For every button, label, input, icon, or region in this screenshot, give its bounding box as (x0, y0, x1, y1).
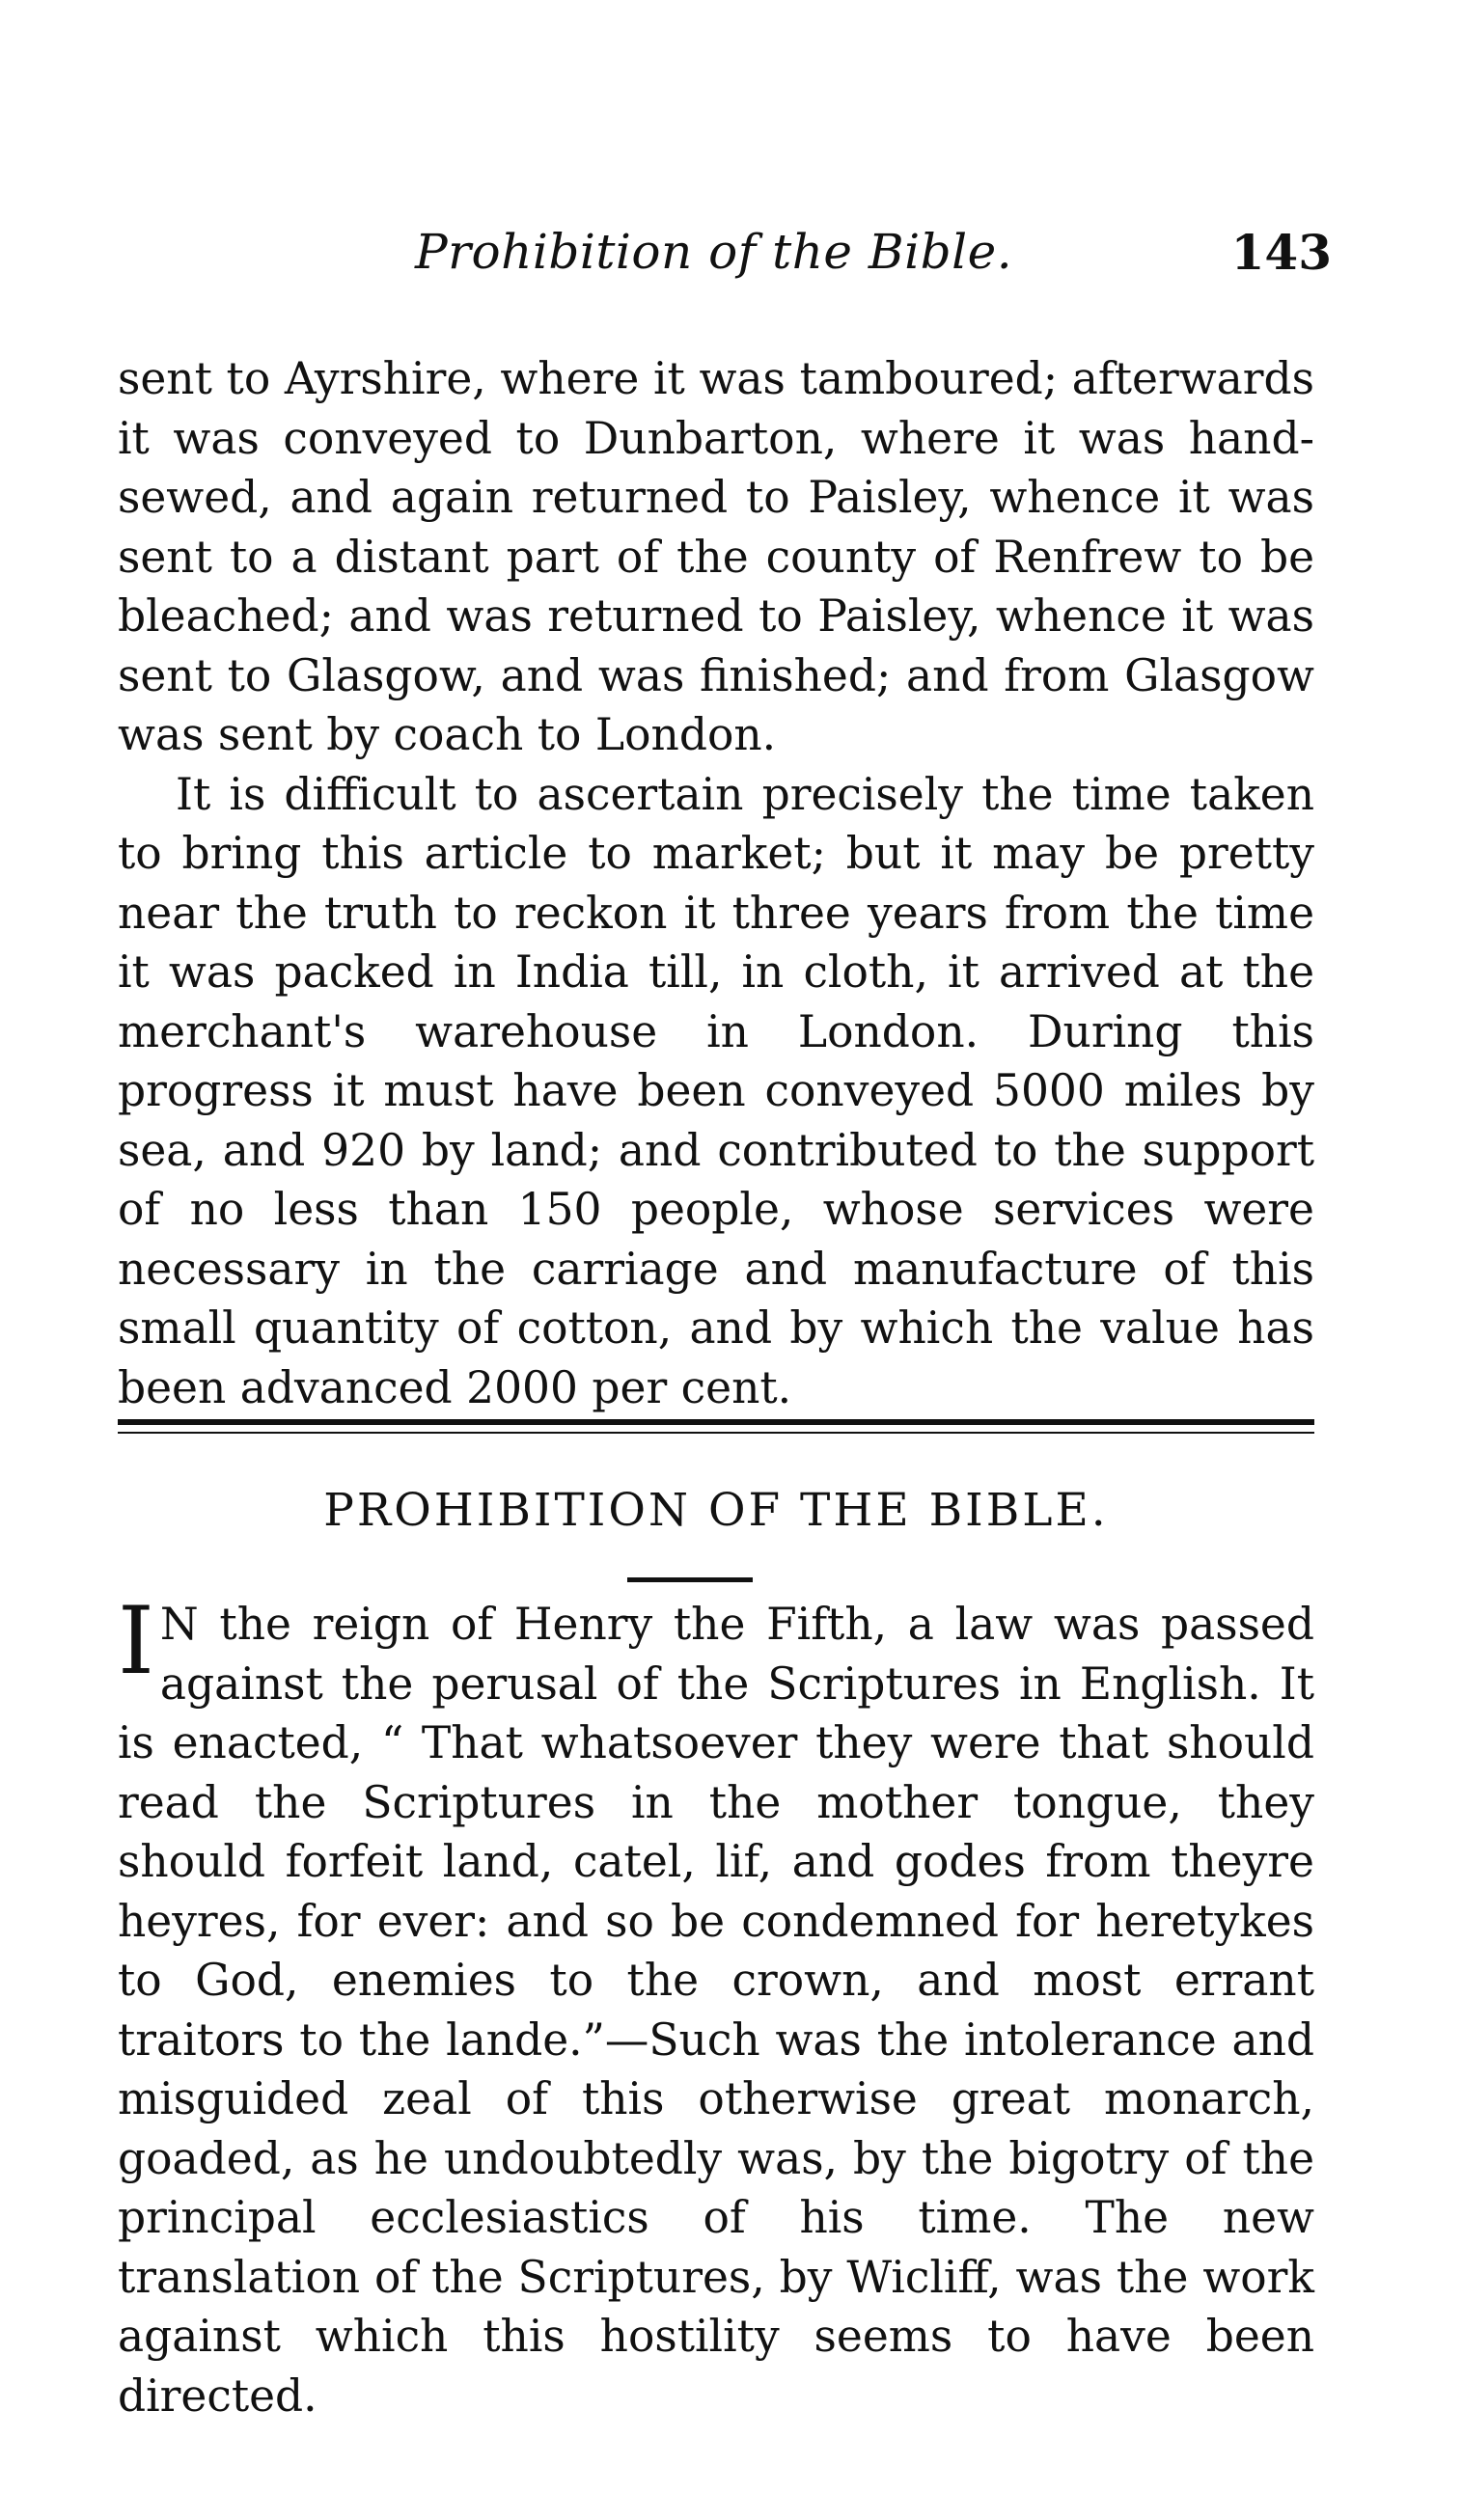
paragraph: It is difficult to ascertain precisely the time taken to bring this article to market; but it may be pretty near the truth to reckon it three years from the time it was packed in India till, in cloth, it arrived at the merchant's warehouse in London. During this progress it must have been conveyed 5000 miles by sea, and 920 by land; and contributed to the support of no less than 150 people, whose services were necessary in the carriage and manufacture of this small quantity of cotton, and by which the value has been advanced 2000 per cent. (118, 768, 1314, 1413)
drop-cap: I (118, 1587, 154, 1695)
continued-text (118, 349, 1314, 1417)
running-title: Prohibition of the Bible. (415, 224, 1013, 280)
article-title: PROHIBITION OF THE BIBLE. (323, 1484, 1109, 1537)
running-head (405, 224, 1332, 301)
section-divider-thin (118, 1432, 1314, 1434)
page-number: 143 (1230, 224, 1332, 281)
article-body (118, 1587, 1314, 2425)
article-paragraph (118, 1587, 1314, 2425)
section-divider-thick (118, 1419, 1314, 1425)
article-text: N the reign of Henry the Fifth, a law was passed against the perusal of the Scriptures in English. It is enacted, “ That whatsoever they were that should read the Scriptures in the mother tongue, they should forfeit land, catel, lif, and godes from theyre heyres, for ever: and so be condemned for heretykes to God, enemies to the crown, and most errant traitors to the lande.”—Such was the intolerance and misguided zeal of this otherwise great monarch, goaded, as he undoubtedly was, by the bigotry of the principal ecclesiastics of his time. The new translation of the Scriptures, by Wicliff, was the work against which this hostility seems to have been directed. (118, 1599, 1314, 2422)
continued-paragraph: sent to Ayrshire, where it was tamboured; afterwards it was conveyed to Dunbarton, where it was hand-sewed, and again returned to Paisley, whence it was sent to a distant part of the county of Renfrew to be bleached; and was returned to Paisley, whence it was sent to Glasgow, and was finished; and from Glasgow was sent by coach to London. (118, 353, 1314, 760)
title-underline (627, 1577, 753, 1582)
